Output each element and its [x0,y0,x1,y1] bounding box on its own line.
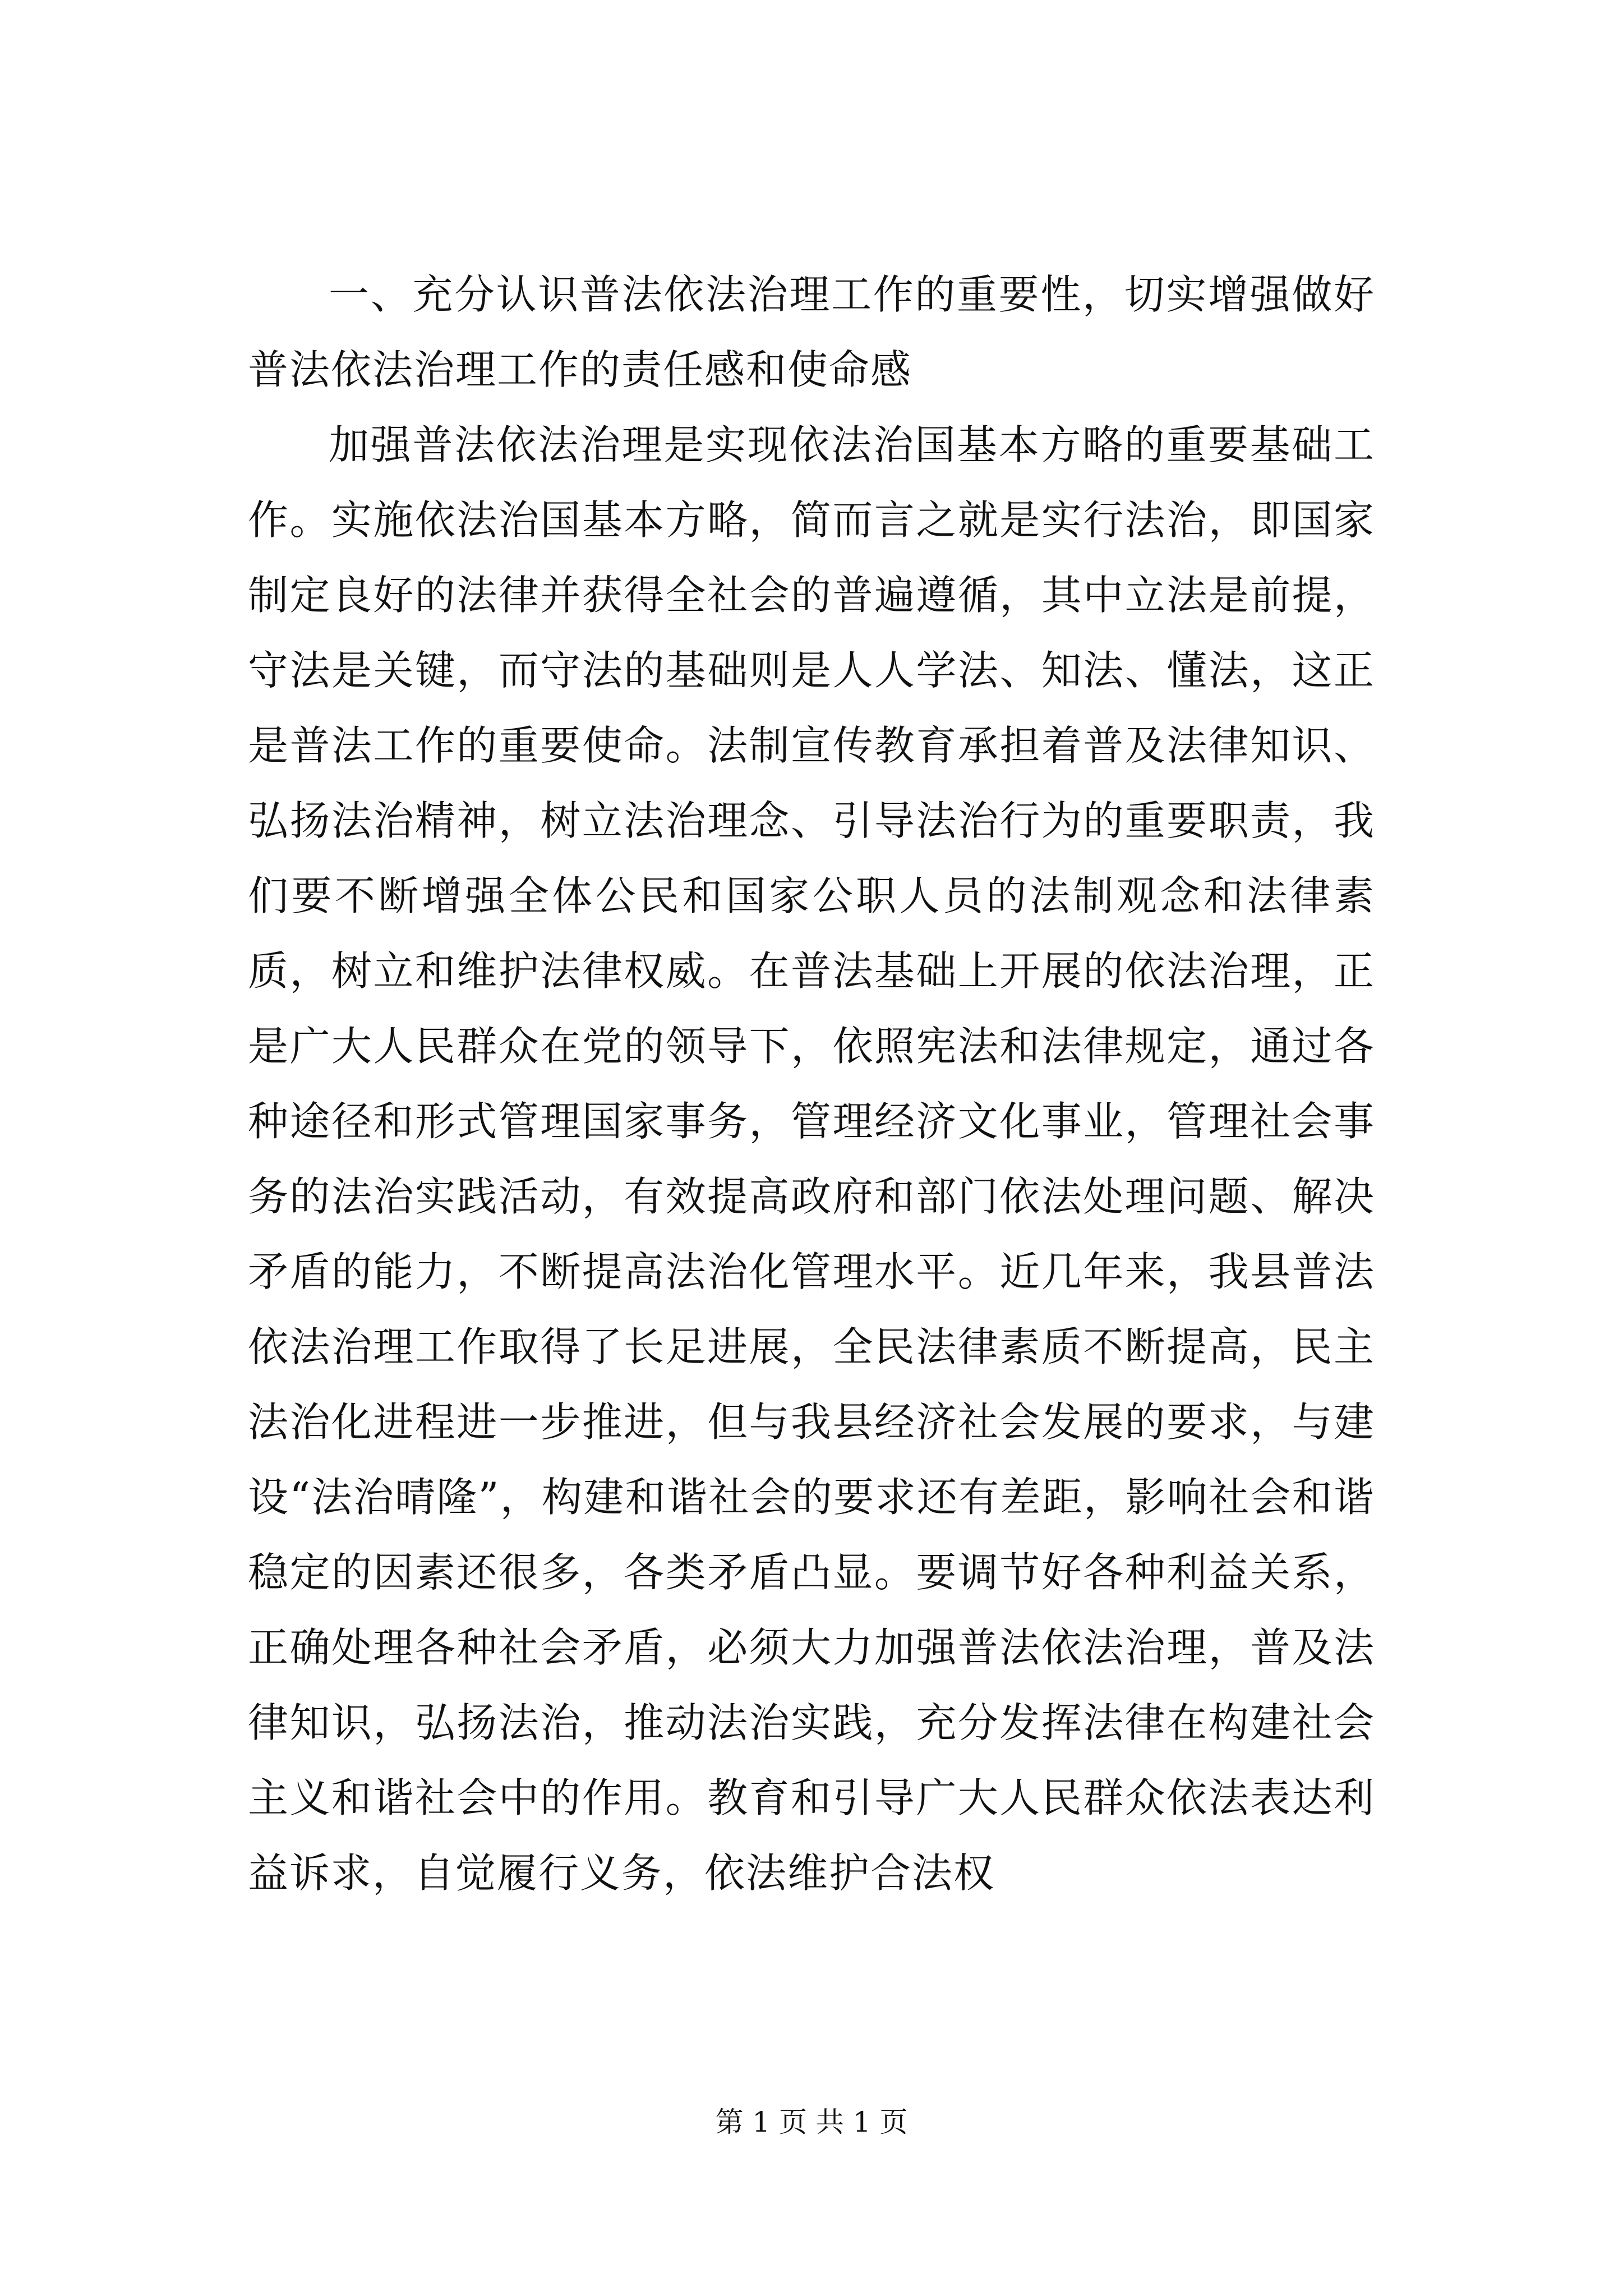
page-footer: 第 1 页 共 1 页 [715,2106,908,2138]
section-heading: 一、充分认识普法依法治理工作的重要性，切实增强做好普法依法治理工作的责任感和使命感 [248,271,1375,393]
document-body [248,257,1375,1911]
body-paragraph: 加强普法依法治理是实现依法治国基本方略的重要基础工作。实施依法治国基本方略，简而言之就是实行法治，即国家制定良好的法律并获得全社会的普遍遵循，其中立法是前提，守法是关键，而守法的基础则是人人学法、知法、懂法，这正是普法工作的重要使命。法制宣传教育承担着普及法律知识、弘扬法治精神，树立法治理念、引导法治行为的重要职责，我们要不断增强全体公民和国家公职人员的法制观念和法律素质，树立和维护法律权威。在普法基础上开展的依法治理，正是广大人民群众在党的领导下，依照宪法和法律规定，通过各种途径和形式管理国家事务，管理经济文化事业，管理社会事务的法治实践活动，有效提高政府和部门依法处理问题、解决矛盾的能力，不断提高法治化管理水平。近几年来，我县普法依法治理工作取得了长足进展，全民法律素质不断提高，民主法治化进程进一步推进，但与我县经济社会发展的要求，与建设“法治晴隆”，构建和谐社会的要求还有差距，影响社会和谐稳定的因素还很多，各类矛盾凸显。要调节好各种利益关系，正确处理各种社会矛盾，必须大力加强普法依法治理，普及法律知识，弘扬法治，推动法治实践，充分发挥法律在构建社会主义和谐社会中的作用。教育和引导广大人民群众依法表达利益诉求，自觉履行义务，依法维护合法权 [248,421,1375,1897]
